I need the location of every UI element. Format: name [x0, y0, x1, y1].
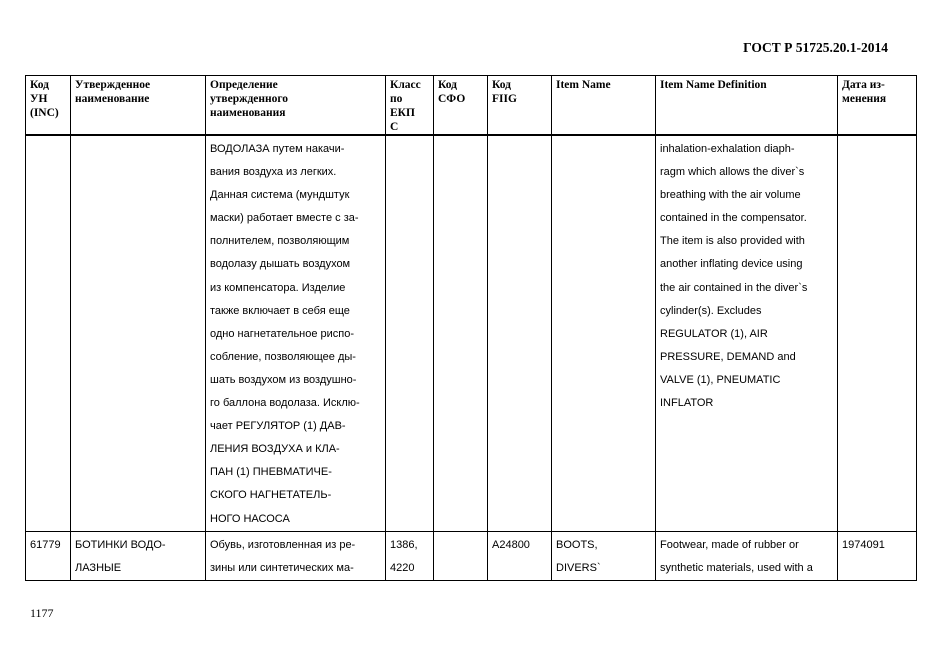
cell-class: 1386, 4220 — [386, 531, 434, 580]
header-sfo: Код СФО — [434, 76, 488, 136]
cell-item-definition: Footwear, made of rubber or synthetic materials, used with a — [656, 531, 838, 580]
cell-approved-name — [71, 135, 206, 531]
cell-inc: 61779 — [26, 531, 71, 580]
cell-definition: ВОДОЛАЗА путем накачи- вания воздуха из легких. Данная система (мундштук маски) работает вместе с за- полнителем, позволяющим водолазу дышать воздухом из компенсатора. Изделие также включает в себя еще одно нагнетательное риспо- собление, позволяющее ды- шать воздухом из воздушно- го баллона водолаза. Исклю- чает РЕГУЛЯТОР (1) ДАВ- ЛЕНИЯ ВОЗДУХА и КЛА- ПАН (1) ПНЕВМАТИЧЕ- СКОГО НАГНЕТАТЕЛЬ- НОГО НАСОСА — [206, 135, 386, 531]
cell-class — [386, 135, 434, 531]
header-approved-name: Утвержденное наименование — [71, 76, 206, 136]
cell-sfo — [434, 135, 488, 531]
cell-fiig — [488, 135, 552, 531]
page-number: 1177 — [30, 606, 54, 620]
header-class: Класс по ЕКП С — [386, 76, 434, 136]
cell-date — [838, 135, 917, 531]
header-item-definition: Item Name Definition — [656, 76, 838, 136]
header-definition: Определение утвержденного наименования — [206, 76, 386, 136]
table-row — [26, 531, 917, 580]
header-inc: Код УН (INC) — [26, 76, 71, 136]
header-row — [26, 76, 917, 136]
cell-sfo — [434, 531, 488, 580]
table-row — [26, 135, 917, 531]
cell-item-definition: inhalation-exhalation diaph- ragm which allows the diver`s breathing with the air volume contained in the compensator. The item is also provided with another inflating device using the air contained in the diver`s cylinder(s). Excludes REGULATOR (1), AIR PRESSURE, DEMAND and VALVE (1), PNEUMATIC INFLATOR — [656, 135, 838, 531]
registry-table — [25, 75, 917, 581]
cell-definition: Обувь, изготовленная из ре- зины или синтетических ма- — [206, 531, 386, 580]
cell-item-name — [552, 135, 656, 531]
header-fiig: Код FIIG — [488, 76, 552, 136]
cell-item-name: BOOTS, DIVERS` — [552, 531, 656, 580]
document-code: ГОСТ Р 51725.20.1-2014 — [743, 40, 888, 55]
cell-approved-name: БОТИНКИ ВОДО- ЛАЗНЫЕ — [71, 531, 206, 580]
cell-inc — [26, 135, 71, 531]
cell-date: 1974091 — [838, 531, 917, 580]
header-item-name: Item Name — [552, 76, 656, 136]
header-date: Дата из- менения — [838, 76, 917, 136]
cell-fiig: A24800 — [488, 531, 552, 580]
